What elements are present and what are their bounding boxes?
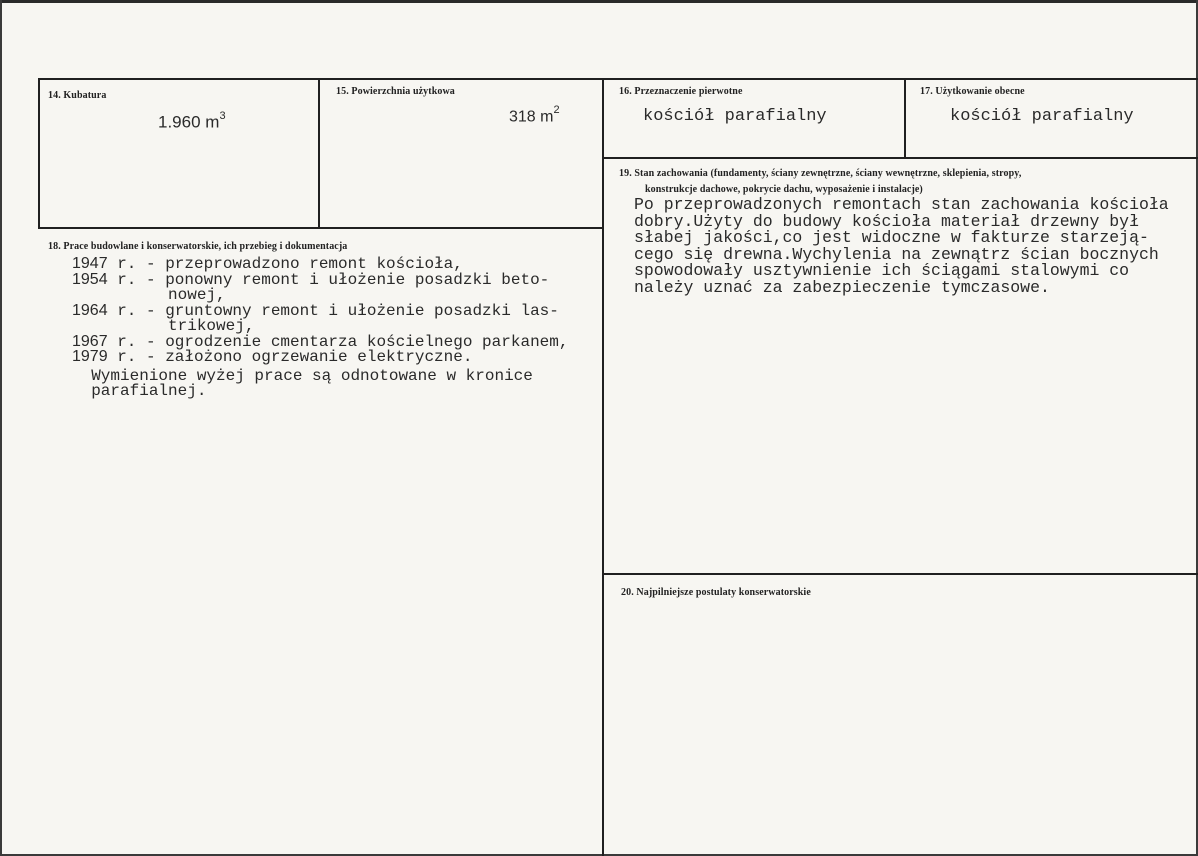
rule-h-16-17 xyxy=(602,157,1198,159)
kubatura-label: 14. Kubatura xyxy=(48,90,107,101)
card-edge-top xyxy=(0,0,1198,3)
prace-entry xyxy=(72,334,568,350)
prace-entries xyxy=(72,256,568,400)
kubatura-value xyxy=(158,112,226,133)
postulaty-label: 20. Najpilniejsze postulaty konserwatorskie xyxy=(621,587,811,598)
powierzchnia-label: 15. Powierzchnia użytkowa xyxy=(336,86,455,97)
prace-entry-text: r. - założono ogrzewanie elektryczne. xyxy=(107,348,473,366)
stan-line: cego się drewna.Wychylenia na zewnątrz ścian bocznych xyxy=(634,244,1159,264)
stan-line: dobry.Użyty do budowy kościoła materiał drzewny był xyxy=(634,211,1139,231)
powierzchnia-number: 318 m xyxy=(509,108,554,126)
prace-entry-year: 1954 xyxy=(72,270,108,288)
kubatura-exponent: 3 xyxy=(219,110,226,122)
prace-entry xyxy=(72,349,568,365)
stan-zachowania-text xyxy=(634,197,1169,296)
card-edge-left xyxy=(0,0,2,856)
prace-entry-text: r. - ogrodzenie cmentarza kościelnego parkanem, xyxy=(107,332,569,351)
prace-note-line: Wymienione wyżej prace są odnotowane w kronice xyxy=(72,366,533,385)
rule-v-main xyxy=(602,78,604,856)
prace-entry-text: r. - gruntowny remont i ułożenie posadzki las- xyxy=(107,301,559,320)
prace-entry-year: 1979 xyxy=(72,348,108,365)
rule-v-obecne xyxy=(904,78,906,158)
prace-entry-year: 1964 xyxy=(72,301,108,319)
prace-entry-text: r. - ponowny remont i ułożenie posadzki beto- xyxy=(107,270,550,289)
stan-line: Po przeprowadzonych remontach stan zachowania kościoła xyxy=(634,195,1169,214)
prace-entry xyxy=(72,287,568,303)
prace-entry-text: r. - przeprowadzono remont kościoła, xyxy=(107,255,463,273)
powierzchnia-exponent: 2 xyxy=(553,104,560,116)
prace-entry xyxy=(72,318,568,334)
prace-entry xyxy=(72,272,568,288)
prace-note-line: parafialnej. xyxy=(72,382,207,400)
przeznaczenie-value: kościół parafialny xyxy=(643,107,827,126)
prace-entry xyxy=(72,256,568,272)
prace-entry-year: 1967 xyxy=(72,332,108,350)
stan-line: należy uznać za zabezpieczenie tymczasowe. xyxy=(634,277,1050,297)
prace-entry-text: trikowej, xyxy=(72,317,255,335)
prace-label: 18. Prace budowlane i konserwatorskie, ich przebieg i dokumentacja xyxy=(48,241,348,252)
uzytkowanie-value: kościół parafialny xyxy=(950,107,1134,126)
przeznaczenie-label: 16. Przeznaczenie pierwotne xyxy=(619,86,743,97)
uzytkowanie-label: 17. Użytkowanie obecne xyxy=(920,86,1025,97)
powierzchnia-value xyxy=(509,106,560,126)
stan-zachowania-label-line1: 19. Stan zachowania (fundamenty, ściany zewnętrzne, ściany wewnętrzne, sklepienia, stropy, xyxy=(619,168,1022,179)
rule-top xyxy=(38,78,1198,80)
rule-h-19-20 xyxy=(602,573,1198,575)
stan-line: spowodowały usztywnienie ich ściągami stalowymi co xyxy=(634,261,1130,280)
rule-h-left xyxy=(38,227,604,229)
stan-line: słabej jakości,co jest widoczne w fakturze starzeją- xyxy=(634,228,1149,247)
rule-v-kubatura xyxy=(318,78,320,228)
prace-entry-text: nowej, xyxy=(72,286,226,304)
stan-zachowania-label-line2: konstrukcje dachowe, pokrycie dachu, wyposażenie i instalacje) xyxy=(645,184,923,195)
prace-entry-year: 1947 xyxy=(72,255,108,272)
prace-entry xyxy=(72,303,568,319)
rule-left xyxy=(38,78,40,228)
kubatura-number: 1.960 m xyxy=(158,112,220,132)
